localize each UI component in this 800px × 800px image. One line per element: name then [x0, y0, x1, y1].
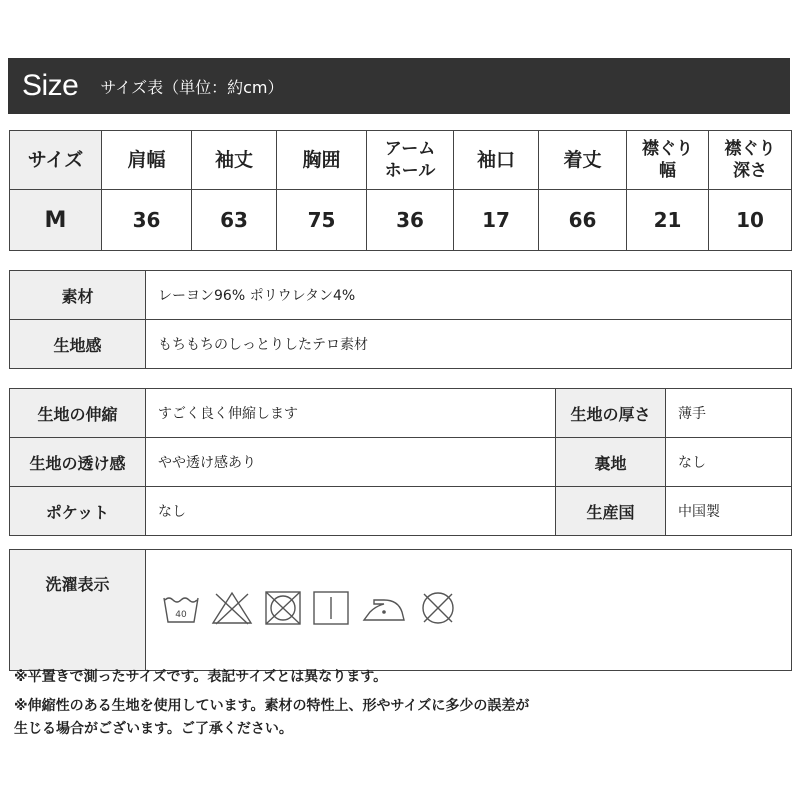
- svg-text:40: 40: [175, 610, 187, 620]
- value-neck-width: 21: [627, 190, 709, 251]
- value-chest: 75: [277, 190, 367, 251]
- size-table: [9, 130, 792, 251]
- care-instructions-table: [9, 549, 792, 671]
- header-title: Size: [22, 69, 79, 102]
- neck-width-label: 襟ぐり 幅: [642, 139, 693, 181]
- value-sleeve-length: 63: [192, 190, 277, 251]
- neck-depth-label: 襟ぐり 深さ: [724, 139, 776, 181]
- size-row-label: サイズ: [10, 131, 102, 190]
- column-armhole: [367, 131, 454, 190]
- value-armhole: 36: [367, 190, 454, 251]
- material-value: レーヨン96% ポリウレタン4%: [146, 271, 792, 320]
- column-neck-depth: [709, 131, 792, 190]
- lining-value: なし: [666, 438, 792, 487]
- origin-value: 中国製: [666, 487, 792, 536]
- note-stretch-line2: 生じる場合がございます。ご了承ください。: [14, 721, 293, 737]
- column-shoulder-width: 肩幅: [102, 131, 192, 190]
- column-length: 着丈: [539, 131, 627, 190]
- no-tumble-dry-icon: [264, 590, 302, 630]
- column-sleeve-length: 袖丈: [192, 131, 277, 190]
- pocket-value: なし: [146, 487, 556, 536]
- value-length: 66: [539, 190, 627, 251]
- column-cuff: 袖口: [454, 131, 539, 190]
- wash-40-icon: [162, 590, 200, 630]
- size-value-m: M: [10, 190, 102, 251]
- thickness-value: 薄手: [666, 389, 792, 438]
- note-stretch-line1: ※伸縮性のある生地を使用しています。素材の特性上、形やサイズに多少の誤差が: [14, 698, 530, 714]
- sheerness-label: 生地の透け感: [10, 438, 146, 487]
- stretch-value: すごく良く伸縮します: [146, 389, 556, 438]
- care-label: 洗濯表示: [10, 550, 146, 671]
- line-dry-icon: [312, 590, 350, 630]
- no-bleach-icon: [210, 590, 254, 630]
- value-shoulder-width: 36: [102, 190, 192, 251]
- armhole-label: アーム ホール: [384, 139, 436, 181]
- material-table: [9, 270, 792, 369]
- iron-low-icon: [360, 590, 408, 630]
- value-cuff: 17: [454, 190, 539, 251]
- material-label: 素材: [10, 271, 146, 320]
- fabric-properties-table: [9, 388, 792, 536]
- texture-value: もちもちのしっとりしたテロ素材: [146, 320, 792, 369]
- origin-label: 生産国: [556, 487, 666, 536]
- note-stretch: [14, 695, 784, 741]
- care-icons: [162, 590, 791, 630]
- size-notes: [14, 666, 784, 741]
- note-measurement: ※平置きで測ったサイズです。表記サイズとは異なります。: [14, 669, 388, 685]
- value-neck-depth: 10: [709, 190, 792, 251]
- column-chest: 胸囲: [277, 131, 367, 190]
- no-dry-clean-icon: [418, 590, 458, 630]
- column-neck-width: [627, 131, 709, 190]
- lining-label: 裏地: [556, 438, 666, 487]
- sheerness-value: やや透け感あり: [146, 438, 556, 487]
- care-icons-cell: [146, 550, 792, 671]
- thickness-label: 生地の厚さ: [556, 389, 666, 438]
- texture-label: 生地感: [10, 320, 146, 369]
- stretch-label: 生地の伸縮: [10, 389, 146, 438]
- size-chart-header: [8, 58, 790, 114]
- pocket-label: ポケット: [10, 487, 146, 536]
- header-subtitle: サイズ表（単位：約cm）: [100, 77, 284, 97]
